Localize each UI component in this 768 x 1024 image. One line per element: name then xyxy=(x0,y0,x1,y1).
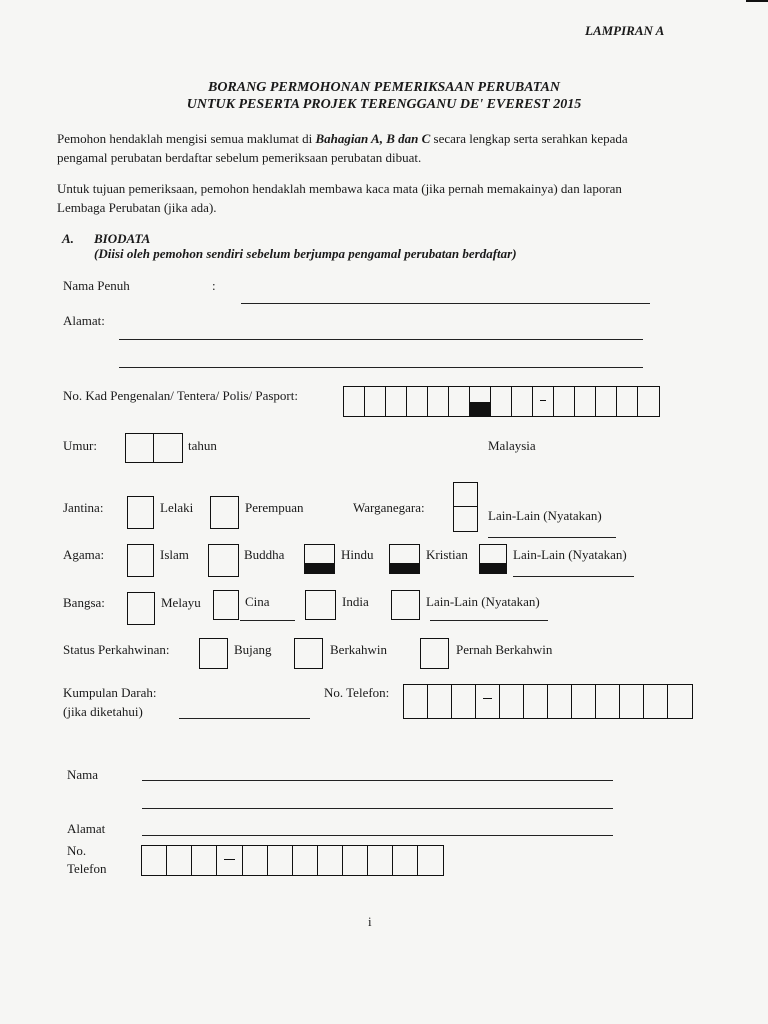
age-digit-cell[interactable] xyxy=(154,434,182,462)
kin-name-label: Nama xyxy=(67,767,99,782)
citizenship-malaysia-checkbox[interactable] xyxy=(453,482,478,507)
section-a-title: BIODATA xyxy=(94,231,151,246)
ever-married-checkbox[interactable] xyxy=(420,638,449,669)
phone-digit-cell[interactable] xyxy=(404,685,428,718)
address-field-line-1[interactable] xyxy=(119,339,643,340)
buddha-label: Buddha xyxy=(244,547,285,562)
kin-name-field[interactable] xyxy=(142,780,613,781)
kin-phone-digit-cell[interactable] xyxy=(293,846,318,875)
kin-phone-digit-cell[interactable] xyxy=(418,846,443,875)
kin-phone-digit-cell[interactable] xyxy=(243,846,268,875)
id-digit-cell[interactable] xyxy=(449,387,470,416)
religion-others-checkbox[interactable] xyxy=(479,544,507,574)
kristian-checkbox[interactable] xyxy=(389,544,420,574)
male-checkbox[interactable] xyxy=(127,496,154,529)
phone-digit-cell[interactable] xyxy=(572,685,596,718)
kin-phone-dash-cell xyxy=(217,846,243,875)
kin-address-field[interactable] xyxy=(142,835,613,836)
citizenship-label: Warganegara: xyxy=(353,500,425,515)
phone-digit-cell[interactable] xyxy=(596,685,620,718)
kin-phone-grid[interactable] xyxy=(141,845,444,876)
id-number-grid[interactable] xyxy=(343,386,660,417)
kin-phone-digit-cell[interactable] xyxy=(167,846,192,875)
female-label: Perempuan xyxy=(245,500,304,515)
religion-others-field[interactable] xyxy=(513,576,634,577)
id-digit-cell[interactable] xyxy=(596,387,617,416)
intro-paragraph-1-line-2: pengamal perubatan berdaftar sebelum pemeriksaan perubatan dibuat. xyxy=(57,150,422,165)
id-digit-cell[interactable] xyxy=(428,387,449,416)
intro-text-a: Pemohon hendaklah mengisi semua maklumat di xyxy=(57,131,316,146)
kin-phone-digit-cell[interactable] xyxy=(393,846,418,875)
address-field-line-2[interactable] xyxy=(119,367,643,368)
kin-phone-digit-cell[interactable] xyxy=(343,846,368,875)
kin-phone-label-line-1: No. xyxy=(67,843,87,858)
india-checkbox[interactable] xyxy=(305,590,336,620)
age-label: Umur: xyxy=(63,438,97,453)
race-label: Bangsa: xyxy=(63,595,105,610)
page-edge-mark xyxy=(746,0,768,2)
blood-group-field[interactable] xyxy=(179,718,310,719)
phone-grid[interactable] xyxy=(403,684,693,719)
religion-label: Agama: xyxy=(63,547,105,562)
cina-underline xyxy=(240,620,295,621)
id-number-label: No. Kad Pengenalan/ Tentera/ Polis/ Pasport: xyxy=(63,388,298,403)
race-others-label: Lain-Lain (Nyatakan) xyxy=(426,594,540,609)
melayu-checkbox[interactable] xyxy=(127,592,155,625)
intro-paragraph-2-line-1: Untuk tujuan pemeriksaan, pemohon hendaklah membawa kaca mata (jika pernah memakainya) dan laporan xyxy=(57,181,622,196)
id-digit-cell[interactable] xyxy=(407,387,428,416)
citizenship-others-field[interactable] xyxy=(488,537,616,538)
melayu-label: Melayu xyxy=(161,595,201,610)
islam-checkbox[interactable] xyxy=(127,544,154,577)
ever-married-label: Pernah Berkahwin xyxy=(456,642,553,657)
id-digit-cell[interactable] xyxy=(365,387,386,416)
india-label: India xyxy=(342,594,369,609)
kin-name-field-line-2[interactable] xyxy=(142,808,613,809)
intro-sections-emphasis: Bahagian A, B dan C xyxy=(315,131,431,146)
id-digit-cell[interactable] xyxy=(386,387,407,416)
full-name-field[interactable] xyxy=(241,303,650,304)
hindu-checkbox[interactable] xyxy=(304,544,335,574)
age-grid[interactable] xyxy=(125,433,183,463)
kin-phone-digit-cell[interactable] xyxy=(268,846,293,875)
form-title-line-1: BORANG PERMOHONAN PEMERIKSAAN PERUBATAN xyxy=(207,80,561,95)
phone-digit-cell[interactable] xyxy=(620,685,644,718)
phone-digit-cell[interactable] xyxy=(668,685,692,718)
intro-paragraph-1-line-1 xyxy=(57,131,628,147)
appendix-label: LAMPIRAN A xyxy=(585,23,665,38)
buddha-checkbox[interactable] xyxy=(208,544,239,577)
marital-status-label: Status Perkahwinan: xyxy=(63,642,170,657)
id-digit-cell[interactable] xyxy=(617,387,638,416)
form-title-line-2: UNTUK PESERTA PROJEK TERENGGANU DE' EVEREST 2015 xyxy=(186,97,582,112)
kristian-label: Kristian xyxy=(426,547,468,562)
age-unit-label: tahun xyxy=(188,438,217,453)
section-a-subtitle: (Diisi oleh pemohon sendiri sebelum berjumpa pengamal perubatan berdaftar) xyxy=(94,246,517,261)
female-checkbox[interactable] xyxy=(210,496,239,529)
phone-digit-cell[interactable] xyxy=(548,685,572,718)
id-digit-cell[interactable] xyxy=(512,387,533,416)
kin-phone-digit-cell[interactable] xyxy=(368,846,393,875)
kin-phone-digit-cell[interactable] xyxy=(318,846,343,875)
id-digit-cell[interactable] xyxy=(575,387,596,416)
married-label: Berkahwin xyxy=(330,642,388,657)
full-name-label: Nama Penuh xyxy=(63,278,130,293)
malaysia-label: Malaysia xyxy=(488,438,536,453)
race-others-checkbox[interactable] xyxy=(391,590,420,620)
phone-label: No. Telefon: xyxy=(324,685,390,700)
married-checkbox[interactable] xyxy=(294,638,323,669)
phone-dash-cell xyxy=(476,685,500,718)
intro-paragraph-2-line-2: Lembaga Perubatan (jika ada). xyxy=(57,200,217,215)
cina-checkbox[interactable] xyxy=(213,590,239,620)
phone-digit-cell[interactable] xyxy=(452,685,476,718)
phone-digit-cell[interactable] xyxy=(644,685,668,718)
id-digit-cell[interactable] xyxy=(470,387,491,416)
cina-label: Cina xyxy=(245,594,270,609)
male-label: Lelaki xyxy=(160,500,194,515)
kin-phone-label-line-2: Telefon xyxy=(67,861,107,876)
section-a-number: A. xyxy=(62,231,74,246)
id-dash-cell xyxy=(533,387,554,416)
phone-digit-cell[interactable] xyxy=(500,685,524,718)
islam-label: Islam xyxy=(160,547,189,562)
address-label: Alamat: xyxy=(63,313,105,328)
phone-digit-cell[interactable] xyxy=(524,685,548,718)
citizenship-others-checkbox[interactable] xyxy=(453,506,478,532)
kin-address-label: Alamat xyxy=(67,821,106,836)
full-name-colon: : xyxy=(212,278,216,293)
id-digit-cell[interactable] xyxy=(344,387,365,416)
religion-others-label: Lain-Lain (Nyatakan) xyxy=(513,547,627,562)
kin-phone-digit-cell[interactable] xyxy=(192,846,217,875)
phone-digit-cell[interactable] xyxy=(428,685,452,718)
gender-label: Jantina: xyxy=(63,500,104,515)
race-others-field[interactable] xyxy=(430,620,548,621)
id-digit-cell[interactable] xyxy=(638,387,659,416)
single-label: Bujang xyxy=(234,642,272,657)
id-digit-cell[interactable] xyxy=(554,387,575,416)
blood-group-note: (jika diketahui) xyxy=(63,704,143,719)
age-digit-cell[interactable] xyxy=(126,434,154,462)
citizenship-others-label: Lain-Lain (Nyatakan) xyxy=(488,508,602,523)
id-digit-cell[interactable] xyxy=(491,387,512,416)
hindu-label: Hindu xyxy=(341,547,374,562)
page-number: i xyxy=(368,914,372,929)
single-checkbox[interactable] xyxy=(199,638,228,669)
intro-text-c: secara lengkap serta serahkan kepada xyxy=(430,131,628,146)
kin-phone-digit-cell[interactable] xyxy=(142,846,167,875)
blood-group-label: Kumpulan Darah: xyxy=(63,685,157,700)
